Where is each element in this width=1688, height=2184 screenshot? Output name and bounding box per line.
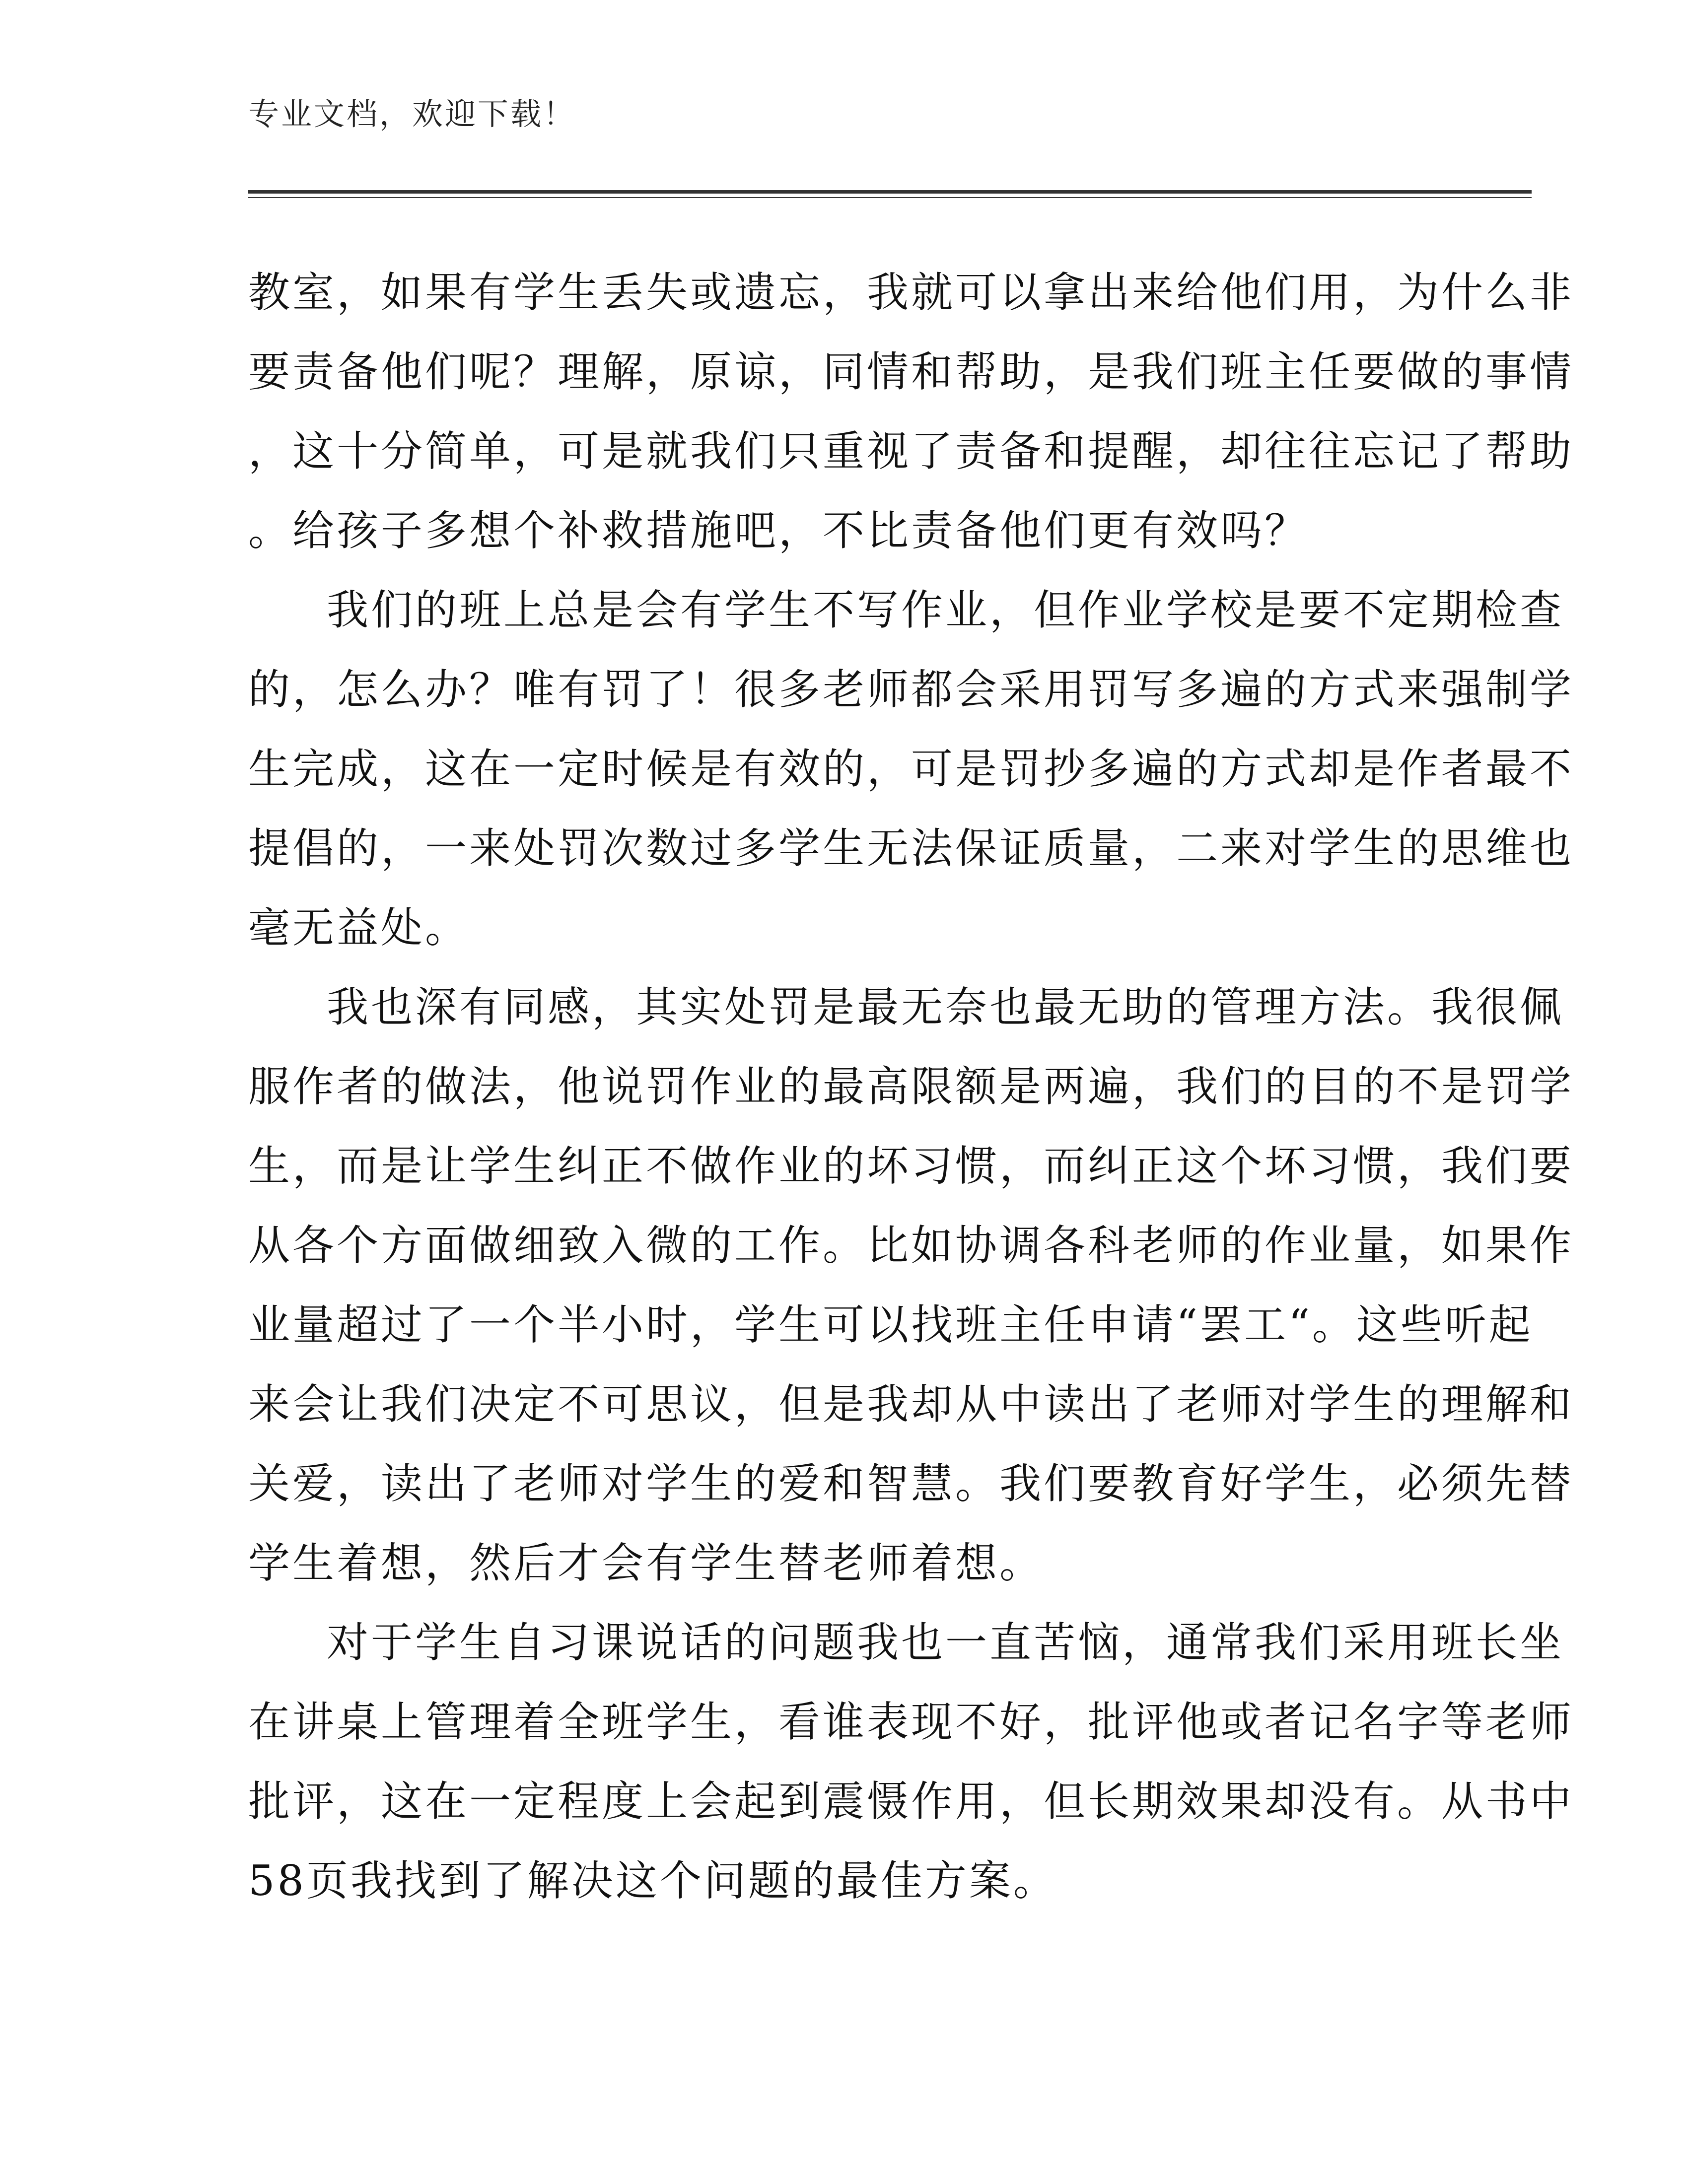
paragraph-first-line: 我也深有同感，其实处罚是最无奈也最无助的管理方法。我很佩 (327, 983, 1564, 1031)
text-line: 业量超过了一个半小时，学生可以找班主任申请“罢工“。这些听起 (248, 1300, 1533, 1349)
text-line: 要责备他们呢？理解，原谅，同情和帮助，是我们班主任要做的事情 (248, 347, 1574, 396)
header-rule-thick (248, 190, 1532, 194)
text-line: ，这十分简单，可是就我们只重视了责备和提醒，却往往忘记了帮助 (248, 427, 1574, 476)
document-body (248, 255, 1574, 1923)
text-line: 在讲桌上管理着全班学生，看谁表现不好，批评他或者记名字等老师 (248, 1698, 1574, 1746)
text-line: 的，怎么办？唯有罚了！很多老师都会采用罚写多遍的方式来强制学 (248, 665, 1574, 714)
text-line: 生完成，这在一定时候是有效的，可是罚抄多遍的方式却是作者最不 (248, 745, 1574, 793)
text-line: 生，而是让学生纠正不做作业的坏习惯，而纠正这个坏习惯，我们要 (248, 1142, 1574, 1190)
text-line: 58页我找到了解决这个问题的最佳方案。 (248, 1856, 1057, 1905)
text-line: 来会让我们决定不可思议，但是我却从中读出了老师对学生的理解和 (248, 1380, 1574, 1429)
page-header: 专业文档，欢迎下载！ (248, 96, 576, 132)
text-line: 教室，如果有学生丢失或遗忘，我就可以拿出来给他们用，为什么非 (248, 268, 1574, 317)
text-line: 毫无益处。 (248, 903, 470, 952)
text-line: 关爱，读出了老师对学生的爱和智慧。我们要教育好学生，必须先替 (248, 1459, 1574, 1508)
paragraph-first-line: 对于学生自习课说话的问题我也一直苦恼，通常我们采用班长坐 (327, 1618, 1564, 1667)
paragraph-first-line: 我们的班上总是会有学生不写作业，但作业学校是要不定期检查 (327, 586, 1564, 634)
text-line: 学生着想，然后才会有学生替老师着想。 (248, 1539, 1044, 1587)
text-line: 批评，这在一定程度上会起到震慑作用，但长期效果却没有。从书中 (248, 1777, 1574, 1826)
text-line: 提倡的，一来处罚次数过多学生无法保证质量，二来对学生的思维也 (248, 824, 1574, 873)
text-line: 从各个方面做细致入微的工作。比如协调各科老师的作业量，如果作 (248, 1221, 1574, 1270)
text-line: 服作者的做法，他说罚作业的最高限额是两遍，我们的目的不是罚学 (248, 1062, 1574, 1111)
header-rule-thin (248, 197, 1532, 198)
text-line: 。给孩子多想个补救措施吧，不比责备他们更有效吗？ (248, 506, 1309, 555)
